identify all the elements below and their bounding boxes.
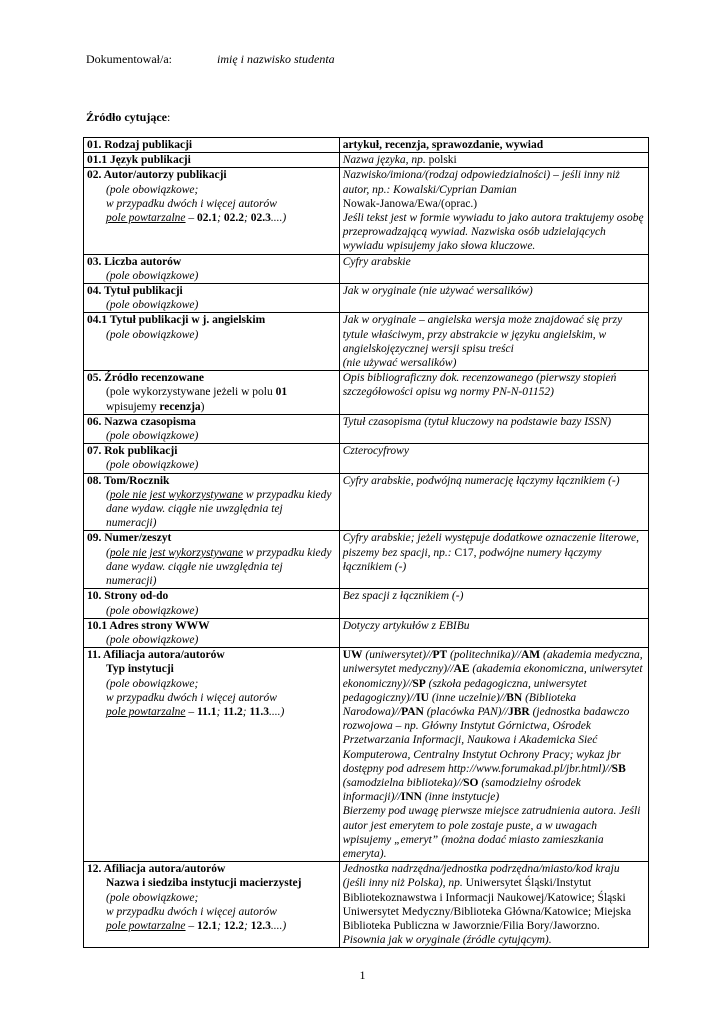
table-row <box>84 254 649 283</box>
field-desc: Nazwa języka, np. <box>342 154 426 167</box>
page-number: 1 <box>359 968 366 982</box>
field-name: 11. Afiliacja autora/autorów <box>87 649 225 662</box>
field-desc: Jednostka nadrzędna/jednostka podrzędna/miasto/kod kraju (jeśli inny niż Polska), np. Uniwersytet Śląski/Instytut Bibliotekoznawstwa i Informacji Naukowej/Katowice; Śląski Uniwersytet Medyczny/Biblioteka Główna/Katowice; Miejska Biblioteka Publiczna w Jaworznie/Filia Bory/Jaworzno. <box>342 863 632 932</box>
field-note: (pole obowiązkowe) <box>106 269 199 282</box>
field-name: 01. Rodzaj publikacji <box>87 139 193 151</box>
field-name: 05. Źródło recenzowane <box>87 372 205 385</box>
field-name: 12. Afiliacja autora/autorów <box>87 863 226 876</box>
field-subtitle: Nazwa i siedziba instytucji macierzystej <box>106 877 302 890</box>
field-name: 04.1 Tytuł publikacji w j. angielskim <box>87 314 266 327</box>
field-note: (pole obowiązkowe) <box>106 328 199 341</box>
table-row <box>84 618 649 647</box>
field-name: 08. Tom/Rocznik <box>87 474 170 487</box>
field-desc: Nazwisko/imiona/(rodzaj odpowiedzialności) – jeśli inny niż autor, np.: Kowalski/Cyprian Damian <box>342 169 620 196</box>
field-desc: Czterocyfrowy <box>342 445 409 458</box>
field-note: (pole nie jest wykorzystywane w przypadku kiedy dane wydaw. ciągłe nie uwzględnia tej numeracji) <box>106 488 332 530</box>
field-name: 04. Tytuł publikacji <box>87 285 183 298</box>
fields-table <box>83 137 649 948</box>
field-desc: Jak w oryginale (nie używać wersalików) <box>342 285 533 298</box>
table-row <box>84 589 649 618</box>
table-row <box>84 313 649 371</box>
field-note: (pole obowiązkowe) <box>106 299 199 312</box>
field-note: (pole obowiązkowe) <box>106 633 199 646</box>
table-row <box>84 531 649 589</box>
field-note: w przypadku dwóch i więcej autorów <box>106 691 277 704</box>
field-name: 03. Liczba autorów <box>87 255 182 268</box>
field-note: (pole obowiązkowe; <box>106 891 199 904</box>
field-note: w przypadku dwóch i więcej autorów <box>106 197 277 210</box>
field-note: (pole nie jest wykorzystywane w przypadku kiedy dane wydaw. ciągłe nie uwzględnia tej numeracji) <box>106 546 332 588</box>
field-desc-example: Nowak-Janowa/Ewa/(oprac.) <box>342 197 478 210</box>
field-name: 06. Nazwa czasopisma <box>87 415 196 428</box>
field-desc: Jak w oryginale – angielska wersja może znajdować się przy tytule właściwym, przy abstrakcie w języku angielskim, w angielskojęzycznej wersji spisu treści <box>342 314 623 355</box>
field-note-repeatable: pole powtarzalne – 02.1; 02.2; 02.3....) <box>106 212 287 225</box>
table-row <box>84 862 649 948</box>
field-note: (pole wykorzystywane jeżeli w polu 01 wpisujemy recenzja) <box>106 386 288 413</box>
field-desc: Bez spacji z łącznikiem (-) <box>342 590 464 603</box>
field-note: (pole obowiązkowe) <box>106 604 199 617</box>
field-note-repeatable: pole powtarzalne – 11.1; 11.2; 11.3....) <box>106 705 285 718</box>
field-note: (pole obowiązkowe) <box>106 459 199 472</box>
field-desc-note: Pisownia jak w oryginale (źródle cytującym). <box>342 934 552 947</box>
source-heading-colon: : <box>166 110 171 124</box>
field-name: 10.1 Adres strony WWW <box>87 619 210 632</box>
field-desc: Cyfry arabskie <box>342 255 411 268</box>
table-row <box>84 168 649 254</box>
table-row <box>84 473 649 531</box>
field-name: 02. Autor/autorzy publikacji <box>87 169 227 182</box>
field-subtitle: Typ instytucji <box>106 663 174 676</box>
source-heading <box>86 110 170 125</box>
field-desc: Cyfry arabskie; jeżeli występuje dodatkowe oznaczenie literowe, piszemy bez spacji, np.: C17, podwójne numery łączymy łącznikiem (-) <box>342 532 639 573</box>
field-name: 09. Numer/zeszyt <box>87 532 172 545</box>
table-row <box>84 153 649 168</box>
field-desc: Dotyczy artykułów z EBIBu <box>342 619 470 632</box>
documented-by-value: imię i nazwisko studenta <box>217 52 335 66</box>
table-row <box>84 444 649 473</box>
field-name: 01.1 Język publikacji <box>87 154 191 167</box>
table-row <box>84 414 649 443</box>
field-desc-example: polski <box>425 154 457 167</box>
documented-by-label: Dokumentował/a: <box>86 52 172 66</box>
table-row <box>84 284 649 313</box>
field-desc-note: (nie używać wersalików) <box>342 357 457 370</box>
field-note: (pole obowiązkowe; <box>106 677 199 690</box>
field-note-repeatable: pole powtarzalne – 12.1; 12.2; 12.3....) <box>106 919 287 932</box>
documented-by <box>86 52 335 67</box>
field-desc: Cyfry arabskie, podwójną numerację łączymy łącznikiem (-) <box>342 474 620 487</box>
field-name: 10. Strony od-do <box>87 590 169 603</box>
field-desc-note: Bierzemy pod uwagę pierwsze miejsce zatrudnienia autora. Jeśli autor jest emerytem to pole zostaje puste, a w uwagach wpisujemy „emeryt” (można dodać miasto zamieszkania emeryta). <box>342 805 641 860</box>
field-desc-note: Jeśli tekst jest w formie wywiadu to jako autora traktujemy osobę przeprowadzającą wywiad. Nazwiska osób udzielających wywiadu wpisujemy jako słowa kluczowe. <box>342 212 644 253</box>
field-desc: artykuł, recenzja, sprawozdanie, wywiad <box>342 139 544 151</box>
institution-codes: UW (uniwersytet)//PT (politechnika)//AM (akademia medyczna, uniwersytet medyczny)//AE (akademia ekonomiczna, uniwersytet ekonomiczny)//SP (szkoła pedagogiczna, uniwersytet pedagogiczny)//IU (inne uczelnie)//BN (Biblioteka Narodowa)//PAN (placówka PAN)//JBR (jednostka badawczo rozwojowa – np. Główny Instytut Górnictwa, Ośrodek Przetwarzania Informacji, Naukowa i Akademicka Sieć Komputerowa, Centralny Instytut Ochrony Pracy; wykaz jbr dostępny pod adresem http://www.forumakad.pl/jbr.html)//SB (samodzielna biblioteka)//SO (samodzielny ośrodek informacji)//INN (inne instytucje) <box>342 649 643 804</box>
field-note: w przypadku dwóch i więcej autorów <box>106 905 277 918</box>
field-desc: Opis bibliograficzny dok. recenzowanego (pierwszy stopień szczegółowości opisu wg normy PN-N-01152) <box>342 372 617 399</box>
field-name: 07. Rok publikacji <box>87 445 178 458</box>
table-row <box>84 138 649 153</box>
source-heading-label: Źródło cytujące <box>86 110 167 124</box>
field-note: (pole obowiązkowe) <box>106 430 199 443</box>
field-desc: Tytuł czasopisma (tytuł kluczowy na podstawie bazy ISSN) <box>342 415 612 428</box>
table-row <box>84 371 649 415</box>
field-note: (pole obowiązkowe; <box>106 183 199 196</box>
table-row <box>84 648 649 862</box>
